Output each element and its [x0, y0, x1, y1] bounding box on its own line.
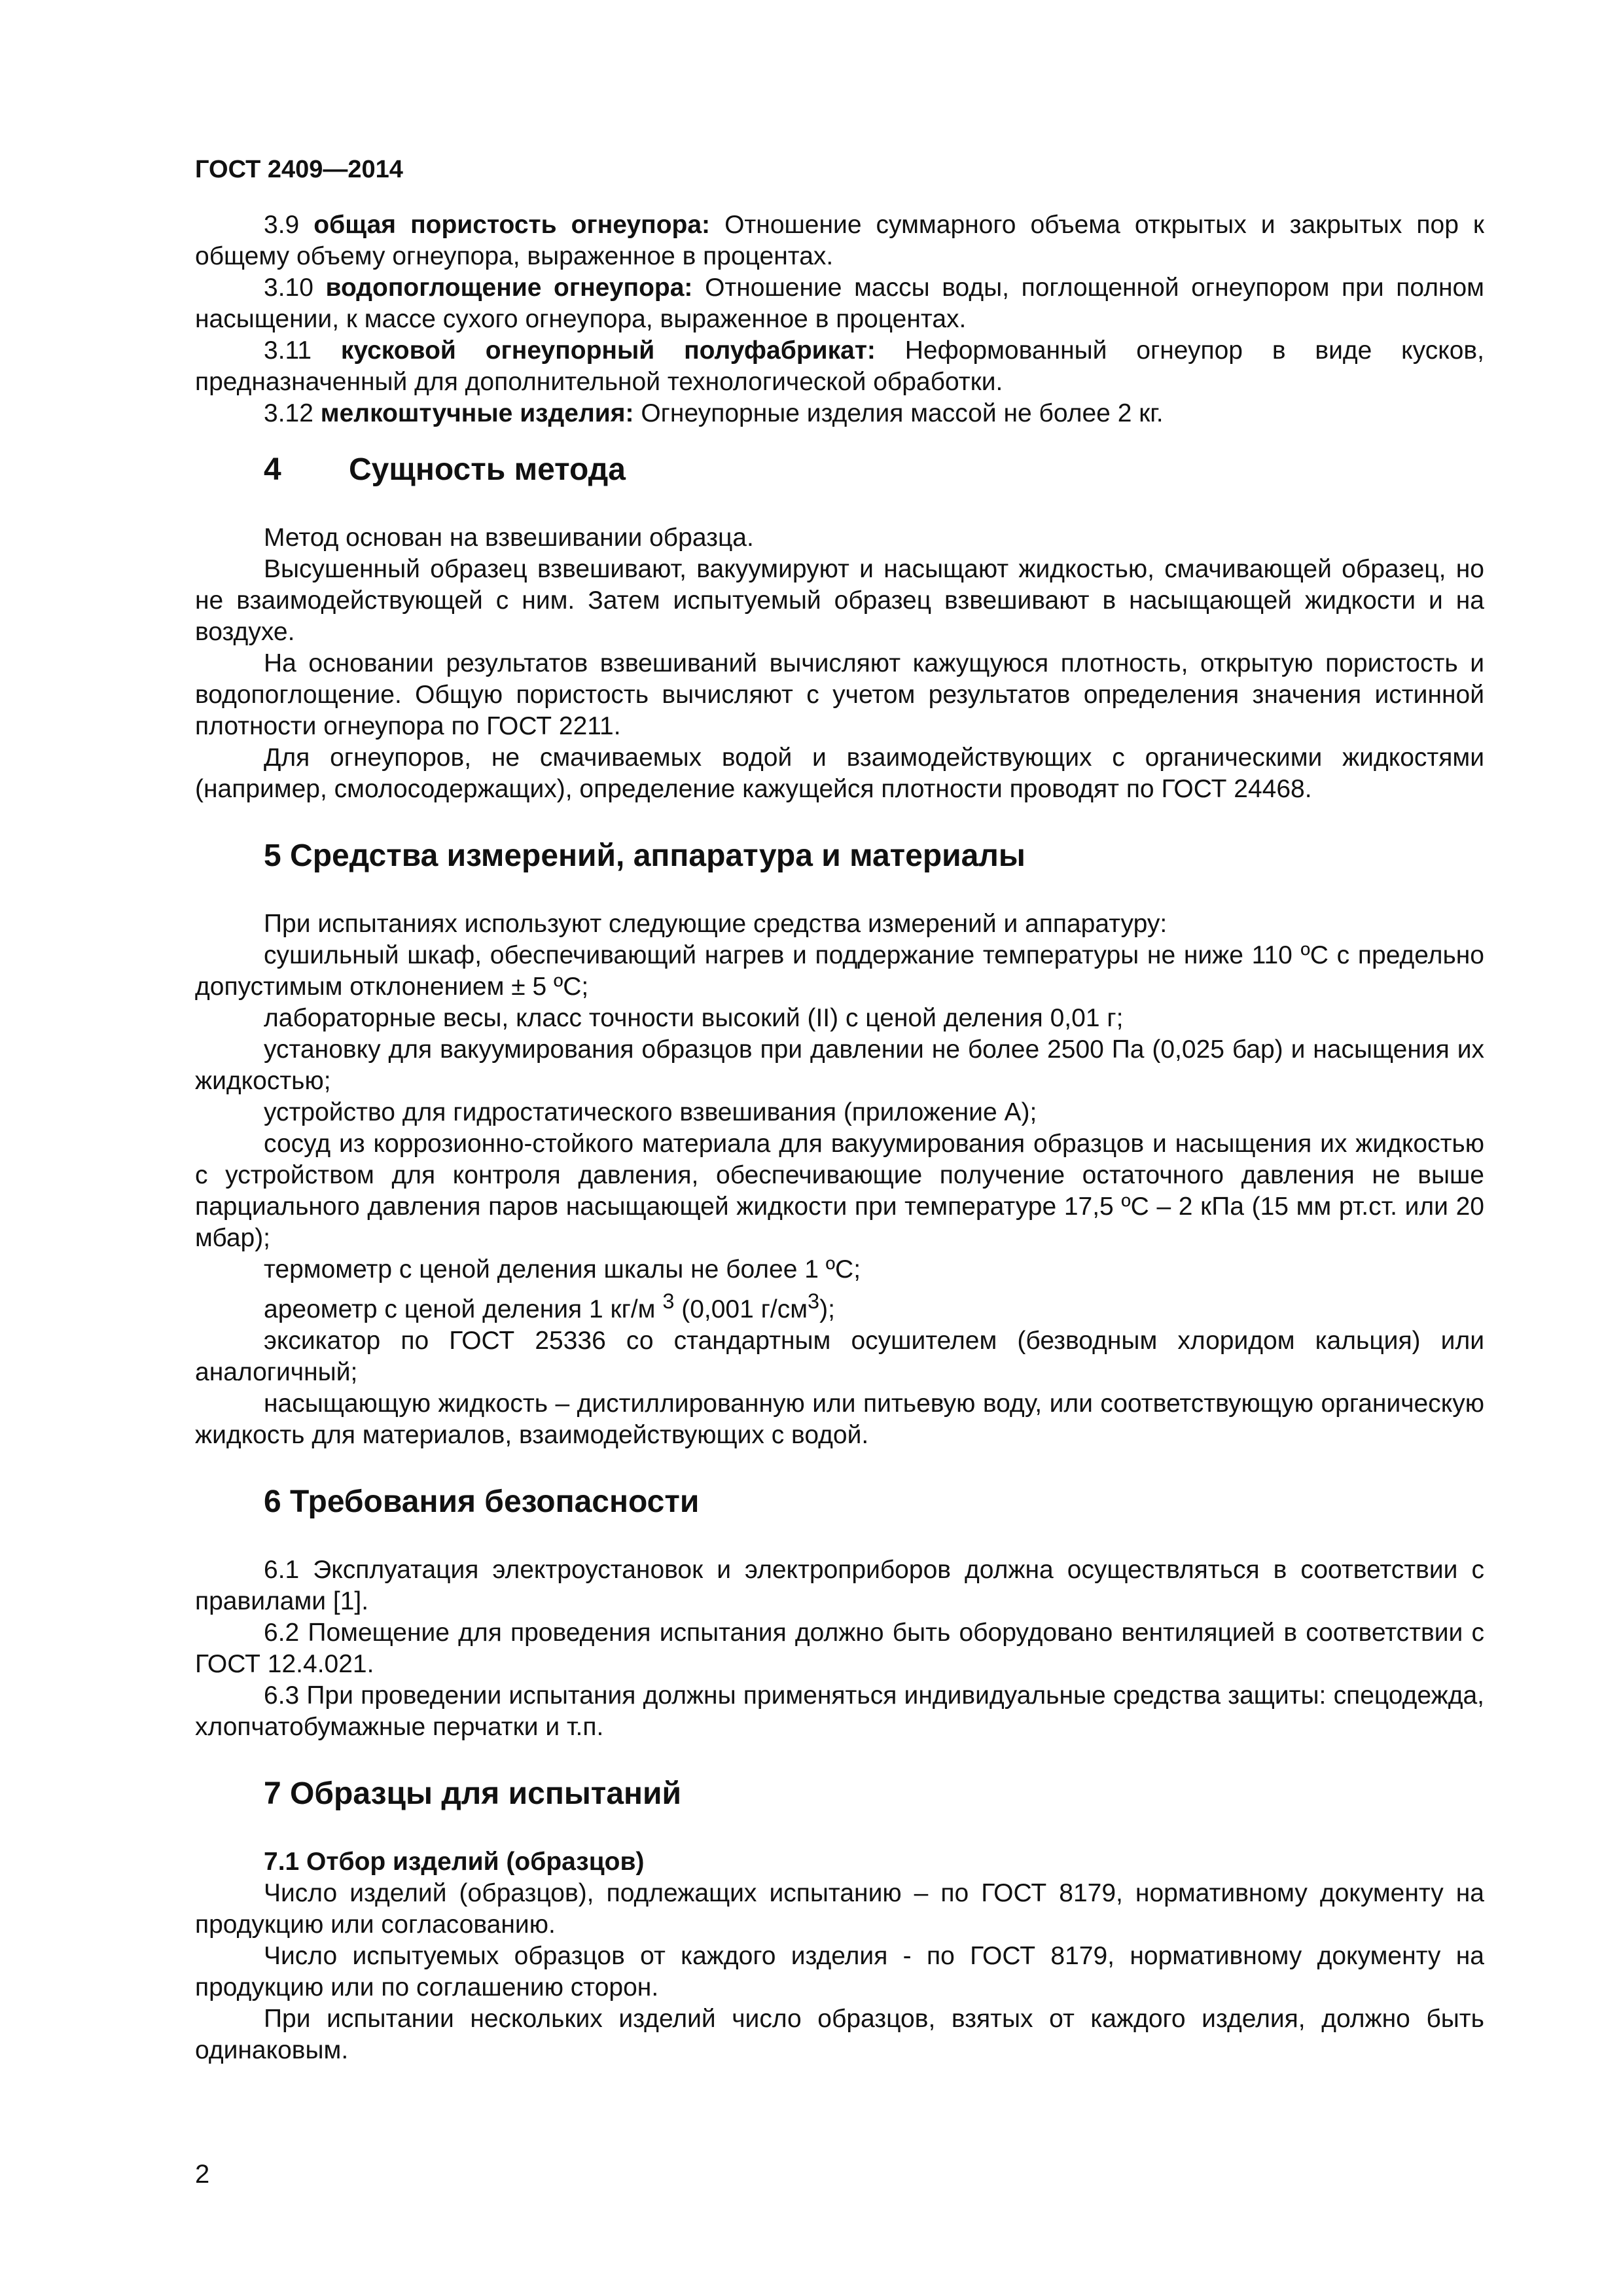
section-6-paragraph: 6.2 Помещение для проведения испытания должно быть оборудовано вентиляцией в соответствии с ГОСТ 12.4.021. — [195, 1619, 1484, 1678]
section-5-heading: 5 Средства измерений, аппаратура и материалы — [264, 838, 1026, 873]
section-4-heading: 4 Сущность метода — [264, 452, 626, 487]
section-5-item: установку для вакуумирования образцов при давлении не более 2500 Па (0,025 бар) и насыщения их жидкостью; — [195, 1035, 1484, 1095]
term-3-12: 3.12 мелкоштучные изделия: Огнеупорные изделия массой не более 2 кг. — [264, 399, 1164, 427]
section-5-item: сосуд из коррозионно-стойкого материала для вакуумирования образцов и насыщения их жидкостью с устройством для контроля давления, обеспечивающие получение остаточного давления не выше парциального давления паров насыщающей жидкости при температуре 17,5 ºС – 2 кПа (15 мм рт.ст. или 20 мбар); — [195, 1130, 1484, 1252]
section-5-item-areometer: ареометр с ценой деления 1 кг/м $^3$ (0,001 $г/см^3$); — [264, 1289, 835, 1323]
section-5-item: эксикатор по ГОСТ 25336 со стандартным осушителем (безводным хлоридом кальция) или аналогичный; — [195, 1327, 1484, 1386]
section-5-item: лабораторные весы, класс точности высокий (II) с ценой деления 0,01 г; — [264, 1004, 1124, 1032]
section-7-paragraph: Число изделий (образцов), подлежащих испытанию – по ГОСТ 8179, нормативному документу на продукцию или согласованию. — [195, 1879, 1484, 1939]
section-4-paragraph: Высушенный образец взвешивают, вакуумируют и насыщают жидкостью, смачивающей образец, но не взаимодействующей с ним. Затем испытуемый образец взвешивают в насыщающей жидкости и на воздухе. — [195, 555, 1484, 646]
section-5-item: насыщающую жидкость – дистиллированную или питьевую воду, или соответствующую органическую жидкость для материалов, взаимодействующих с водой. — [195, 1390, 1484, 1449]
section-4-paragraph: Для огнеупоров, не смачиваемых водой и взаимодействующих с органическими жидкостями (например, смолосодержащих), определение кажущейся плотности проводят по ГОСТ 24468. — [195, 744, 1484, 803]
section-7-paragraph: Число испытуемых образцов от каждого изделия - по ГОСТ 8179, нормативному документу на продукцию или по соглашению сторон. — [195, 1942, 1484, 2001]
term-3-11: 3.11 кусковой огнеупорный полуфабрикат: Неформованный огнеупор в виде кусков, предназначенный для дополнительной технологической обработки. — [195, 336, 1484, 396]
section-7-heading: 7 Образцы для испытаний — [264, 1776, 682, 1811]
page-number: 2 — [195, 2160, 210, 2189]
section-5-item: сушильный шкаф, обеспечивающий нагрев и поддержание температуры не ниже 110 ºС с предельно допустимым отклонением ± 5 ºС; — [195, 941, 1484, 1001]
section-7-1-subheading: 7.1 Отбор изделий (образцов) — [264, 1848, 645, 1876]
section-5-item: термометр с ценой деления шкалы не более 1 ºС; — [264, 1255, 861, 1283]
section-5-paragraph: При испытаниях используют следующие средства измерений и аппаратуру: — [264, 910, 1168, 938]
term-3-9: 3.9 общая пористость огнеупора: Отношение суммарного объема открытых и закрытых пор к общему объему огнеупора, выраженное в процентах. — [195, 211, 1484, 270]
term-3-10: 3.10 водопоглощение огнеупора: Отношение массы воды, поглощенной огнеупором при полном насыщении, к массе сухого огнеупора, выраженное в процентах. — [195, 274, 1484, 333]
section-5-item: устройство для гидростатического взвешивания (приложение А); — [264, 1098, 1037, 1126]
section-4-paragraph: На основании результатов взвешиваний вычисляют кажущуюся плотность, открытую пористость и водопоглощение. Общую пористость вычисляют с учетом результатов определения значения истинной плотности огнеупора по ГОСТ 2211. — [195, 649, 1484, 740]
section-6-heading: 6 Требования безопасности — [264, 1484, 700, 1519]
section-6-paragraph: 6.1 Эксплуатация электроустановок и электроприборов должна осуществляться в соответствии с правилами [1]. — [195, 1556, 1484, 1615]
document-body — [195, 209, 1484, 2066]
section-4-paragraph: Метод основан на взвешивании образца. — [264, 524, 754, 552]
section-7-paragraph: При испытании нескольких изделий число образцов, взятых от каждого изделия, должно быть одинаковым. — [195, 2005, 1484, 2064]
document-header: ГОСТ 2409—2014 — [195, 156, 403, 183]
section-6-paragraph: 6.3 При проведении испытания должны применяться индивидуальные средства защиты: спецодежда, хлопчатобумажные перчатки и т.п. — [195, 1681, 1484, 1741]
